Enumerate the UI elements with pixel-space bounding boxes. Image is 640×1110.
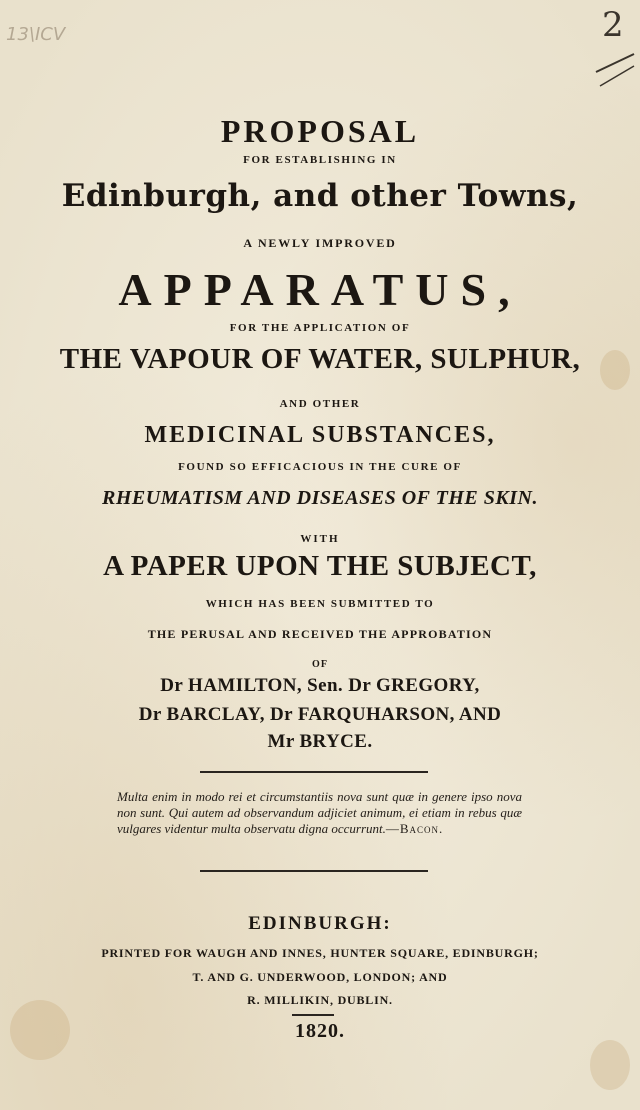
imprint-printers-1: PRINTED FOR WAUGH AND INNES, HUNTER SQUARE, EDINBURGH;: [101, 946, 539, 960]
for-application-line: FOR THE APPLICATION OF: [229, 322, 411, 334]
imprint-printers-3: R. MILLIKIN, DUBLIN.: [247, 993, 393, 1007]
physicians-line-2: Dr BARCLAY, Dr FARQUHARSON, AND: [138, 704, 502, 725]
perusal-line: THE PERUSAL AND RECEIVED THE APPROBATION: [147, 627, 493, 641]
corner-number-mark: [594, 2, 636, 92]
foxing-stain: [590, 1040, 630, 1090]
short-rule: [292, 1014, 334, 1016]
physicians-line-1: Dr HAMILTON, Sen. Dr GREGORY,: [160, 675, 480, 696]
found-line: FOUND SO EFFICACIOUS IN THE CURE OF: [178, 461, 462, 473]
pencil-note: 13\ICV: [6, 24, 66, 45]
divider-rule: [200, 870, 428, 872]
paper-line: A PAPER UPON THE SUBJECT,: [103, 550, 537, 582]
apparatus-heading: APPARATUS,: [118, 264, 522, 315]
corner-number: 2: [602, 5, 624, 45]
newly-improved-line: A NEWLY IMPROVED: [243, 236, 397, 250]
imprint-city: EDINBURGH:: [248, 913, 392, 934]
epigraph: [117, 789, 522, 837]
for-establishing-line: FOR ESTABLISHING IN: [243, 154, 397, 166]
of-line: OF: [312, 659, 328, 670]
proposal-heading: PROPOSAL: [220, 113, 420, 149]
imprint-year: 1820.: [295, 1020, 345, 1042]
medicinal-line: MEDICINAL SUBSTANCES,: [144, 422, 496, 448]
and-other-line: AND OTHER: [279, 398, 361, 410]
diseases-line: RHEUMATISM AND DISEASES OF THE SKIN.: [102, 487, 538, 509]
physicians-line-3: Mr BRYCE.: [267, 731, 373, 752]
imprint-printers-2: T. AND G. UNDERWOOD, LONDON; AND: [192, 970, 448, 984]
divider-rule: [200, 771, 428, 773]
with-line: WITH: [300, 533, 340, 545]
epigraph-text: Multa enim in modo rei et circumstantiis nova sunt quæ in genere ipso nova non sunt. Qui autem ad observandum adjiciet animum, ei etiam in rebus quæ vulgares videntur multa observatu digna occurrunt.: [117, 789, 522, 836]
places-blackletter: Edinburgh, and other Towns,: [61, 178, 579, 214]
vapour-line: THE VAPOUR OF WATER, SULPHUR,: [59, 343, 581, 375]
submitted-line: WHICH HAS BEEN SUBMITTED TO: [205, 598, 435, 610]
epigraph-attribution: —Bacon.: [385, 821, 444, 836]
